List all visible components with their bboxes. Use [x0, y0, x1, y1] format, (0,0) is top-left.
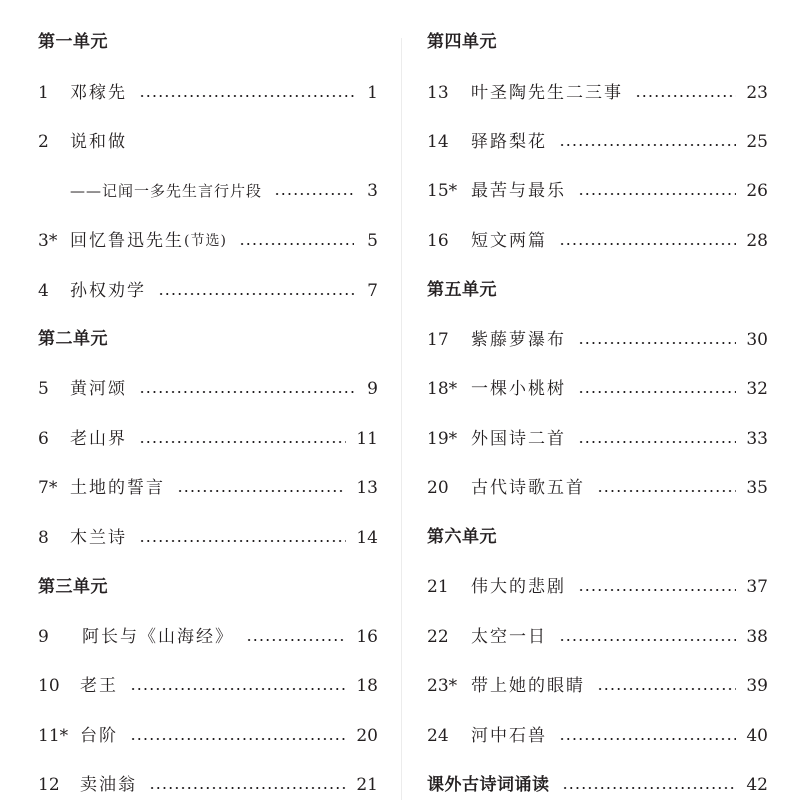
- toc-entry[interactable]: [38, 525, 378, 551]
- page-number: 38: [746, 627, 768, 647]
- lesson-subtitle[interactable]: ——记闻一多先生言行片段: [70, 182, 263, 200]
- unit-title: 第五单元: [427, 280, 497, 300]
- unit-title: 第六单元: [427, 527, 497, 547]
- toc-entry[interactable]: [38, 475, 378, 501]
- lesson-title[interactable]: 驿路梨花: [471, 132, 547, 152]
- toc-entry[interactable]: [427, 327, 768, 353]
- toc-entry[interactable]: [38, 723, 378, 749]
- toc-entry[interactable]: [38, 772, 378, 798]
- page-number: 21: [356, 775, 378, 795]
- page-number: 18: [356, 676, 378, 696]
- lesson-title[interactable]: 土地的誓言: [70, 478, 165, 498]
- dot-leader: [578, 391, 736, 393]
- lesson-title[interactable]: 短文两篇: [471, 231, 547, 251]
- lesson-number: 15*: [427, 181, 458, 201]
- lesson-number: 22: [427, 627, 449, 647]
- page-number: 14: [356, 528, 378, 548]
- toc-entry[interactable]: [38, 80, 378, 106]
- toc-entry[interactable]: [427, 178, 768, 204]
- page-number: 11: [356, 429, 378, 449]
- dot-leader: [149, 787, 346, 789]
- dot-leader: [139, 441, 346, 443]
- page-number: 30: [746, 330, 768, 350]
- lesson-number: 17: [427, 330, 449, 350]
- page-number: 7: [367, 281, 378, 301]
- unit-heading: [38, 574, 378, 600]
- lesson-number: 2: [38, 132, 49, 152]
- toc-entry[interactable]: [38, 624, 378, 650]
- dot-leader: [578, 342, 736, 344]
- dot-leader: [130, 688, 346, 690]
- column-divider: [401, 38, 402, 800]
- lesson-number: 1: [38, 83, 49, 103]
- page-number: 25: [746, 132, 768, 152]
- page-number: 33: [746, 429, 768, 449]
- unit-title: 第二单元: [38, 329, 108, 349]
- lesson-title[interactable]: 孙权劝学: [70, 281, 146, 301]
- lesson-title[interactable]: 老山界: [70, 429, 127, 449]
- toc-entry[interactable]: [427, 80, 768, 106]
- page-number: 35: [746, 478, 768, 498]
- dot-leader: [635, 95, 736, 97]
- lesson-number: 7*: [38, 478, 58, 498]
- unit-heading: [427, 29, 768, 55]
- lesson-title[interactable]: 外国诗二首: [471, 429, 566, 449]
- unit-heading: [427, 524, 768, 550]
- toc-entry-subtitle[interactable]: [70, 178, 378, 204]
- page-number: 1: [367, 83, 378, 103]
- unit-heading: [427, 277, 768, 303]
- page-number: 37: [746, 577, 768, 597]
- unit-title: 第四单元: [427, 32, 497, 52]
- page-number: 42: [746, 775, 768, 795]
- lesson-number: 21: [427, 577, 449, 597]
- dot-leader: [559, 243, 736, 245]
- dot-leader: [158, 293, 354, 295]
- page-number: 20: [356, 726, 378, 746]
- dot-leader: [246, 639, 346, 641]
- lesson-title[interactable]: 古代诗歌五首: [471, 478, 585, 498]
- lesson-number: 24: [427, 726, 449, 746]
- dot-leader: [597, 688, 736, 690]
- lesson-title[interactable]: 太空一日: [471, 627, 547, 647]
- lesson-number: 9: [38, 627, 49, 647]
- lesson-number: 20: [427, 478, 449, 498]
- page-number: 26: [746, 181, 768, 201]
- lesson-number: 10: [38, 676, 60, 696]
- toc-entry[interactable]: [427, 376, 768, 402]
- lesson-note: (节选): [184, 233, 227, 249]
- lesson-title[interactable]: 阿长与《山海经》: [82, 627, 234, 647]
- toc-entry[interactable]: [38, 278, 378, 304]
- dot-leader: [578, 193, 736, 195]
- dot-leader: [239, 243, 354, 245]
- lesson-title[interactable]: 邓稼先: [70, 83, 127, 103]
- lesson-number: 12: [38, 775, 60, 795]
- lesson-title[interactable]: 紫藤萝瀑布: [471, 330, 566, 350]
- lesson-title[interactable]: 河中石兽: [471, 726, 547, 746]
- page-number: 5: [367, 231, 378, 251]
- page-number: 9: [367, 379, 378, 399]
- lesson-number: 14: [427, 132, 449, 152]
- page-number: 28: [746, 231, 768, 251]
- toc-entry[interactable]: [427, 723, 768, 749]
- lesson-title[interactable]: 木兰诗: [70, 528, 127, 548]
- page-number: 13: [356, 478, 378, 498]
- lesson-title[interactable]: 伟大的悲剧: [471, 577, 566, 597]
- lesson-title[interactable]: 卖油翁: [80, 775, 137, 795]
- lesson-title[interactable]: 回忆鲁迅先生: [70, 231, 184, 251]
- toc-entry[interactable]: [427, 129, 768, 155]
- lesson-number: 11*: [38, 726, 69, 746]
- lesson-number: 3*: [38, 231, 58, 251]
- toc-entry[interactable]: [38, 228, 378, 254]
- page-number: 3: [367, 181, 378, 201]
- lesson-number: 8: [38, 528, 49, 548]
- lesson-title[interactable]: 黄河颂: [70, 379, 127, 399]
- page-number: 23: [746, 83, 768, 103]
- page-number: 40: [746, 726, 768, 746]
- dot-leader: [597, 490, 736, 492]
- dot-leader: [139, 391, 354, 393]
- dot-leader: [578, 589, 736, 591]
- lesson-number: 13: [427, 83, 449, 103]
- toc-entry[interactable]: [427, 624, 768, 650]
- toc-entry[interactable]: [427, 426, 768, 452]
- toc-entry[interactable]: [38, 673, 378, 699]
- lesson-title[interactable]: 说和做: [70, 132, 127, 152]
- unit-heading: [38, 326, 378, 352]
- unit-heading: [38, 29, 378, 55]
- dot-leader: [139, 540, 346, 542]
- lesson-title[interactable]: 老王: [80, 676, 118, 696]
- toc-entry-extra-reading[interactable]: [427, 772, 768, 798]
- page-number: 32: [746, 379, 768, 399]
- dot-leader: [559, 144, 736, 146]
- toc-entry[interactable]: [38, 426, 378, 452]
- lesson-number: 16: [427, 231, 449, 251]
- toc-entry[interactable]: [427, 574, 768, 600]
- toc-entry[interactable]: [427, 228, 768, 254]
- toc-entry[interactable]: [427, 673, 768, 699]
- dot-leader: [130, 738, 346, 740]
- dot-leader: [559, 738, 736, 740]
- page-number: 39: [746, 676, 768, 696]
- dot-leader: [139, 95, 354, 97]
- lesson-title[interactable]: 叶圣陶先生二三事: [471, 83, 623, 103]
- lesson-number: 19*: [427, 429, 458, 449]
- extra-reading-title[interactable]: 课外古诗词诵读: [427, 775, 550, 795]
- lesson-number: 18*: [427, 379, 458, 399]
- lesson-title[interactable]: 最苦与最乐: [471, 181, 566, 201]
- page-number: 16: [356, 627, 378, 647]
- lesson-number: 5: [38, 379, 49, 399]
- lesson-number: 4: [38, 281, 49, 301]
- dot-leader: [177, 490, 346, 492]
- lesson-title[interactable]: 台阶: [80, 726, 118, 746]
- dot-leader: [274, 193, 354, 195]
- toc-entry[interactable]: [427, 475, 768, 501]
- toc-entry[interactable]: [38, 376, 378, 402]
- lesson-title[interactable]: 一棵小桃树: [471, 379, 566, 399]
- dot-leader: [578, 441, 736, 443]
- lesson-title[interactable]: 带上她的眼睛: [471, 676, 585, 696]
- toc-entry[interactable]: [38, 129, 378, 155]
- unit-title: 第一单元: [38, 32, 108, 52]
- lesson-number: 23*: [427, 676, 458, 696]
- dot-leader: [559, 639, 736, 641]
- dot-leader: [562, 787, 737, 789]
- unit-title: 第三单元: [38, 577, 108, 597]
- lesson-number: 6: [38, 429, 49, 449]
